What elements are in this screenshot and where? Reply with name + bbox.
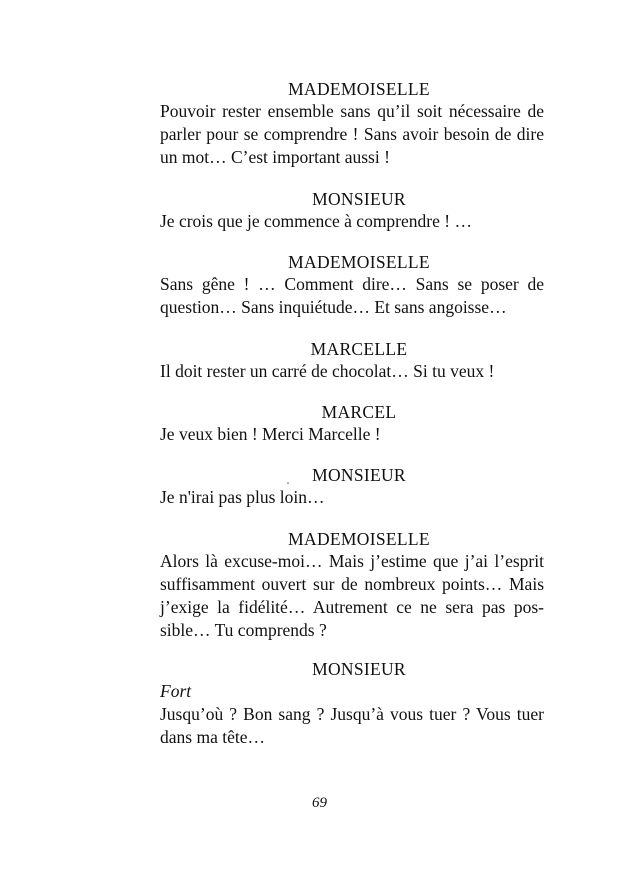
speaker-name: MONSIEUR — [312, 189, 406, 209]
dialogue-line: Il doit rester un carré de chocolat… Si tu veux ! — [160, 361, 495, 381]
dialogue-line: parler pour se comprendre ! Sans avoir besoin de dire — [160, 124, 544, 144]
dialogue-line: Je veux bien ! Merci Marcelle ! — [160, 424, 381, 444]
dialogue-block — [160, 251, 544, 319]
dialogue-line: j’exige la fidélité… Autrement ce ne sera pas pos- — [160, 597, 544, 617]
dialogue-line: Je n'irai pas plus loin… — [160, 487, 325, 507]
speaker-name: MONSIEUR — [312, 465, 406, 485]
dialogue-line: question… Sans inquiétude… Et sans angoisse… — [160, 297, 507, 317]
dialogue-block — [160, 464, 544, 509]
dialogue-line: sible… Tu comprends ? — [160, 620, 327, 640]
dialogue-block — [160, 338, 544, 383]
dialogue-block — [160, 401, 544, 446]
page-number: 69 — [312, 795, 327, 811]
speaker-name: MONSIEUR — [312, 659, 406, 679]
dialogue-line: Jusqu’où ? Bon sang ? Jusqu’à vous tuer ? Vous tuer — [160, 704, 544, 724]
speaker-name: MADEMOISELLE — [288, 252, 430, 272]
stage-direction: Fort — [160, 681, 192, 701]
dialogue-block — [160, 528, 544, 642]
speaker-name: MADEMOISELLE — [288, 529, 430, 549]
dialogue-line: suffisamment ouvert sur de nombreux points… Mais — [160, 574, 544, 594]
dialogue-line: Alors là excuse-moi… Mais j’estime que j’ai l’esprit — [160, 551, 544, 571]
dialogue-line: Je crois que je commence à comprendre ! … — [160, 211, 472, 231]
dialogue-line: un mot… C’est important aussi ! — [160, 147, 390, 167]
print-speck — [287, 482, 289, 484]
dialogue-line: dans ma tête… — [160, 727, 265, 747]
speaker-name: MADEMOISELLE — [288, 79, 430, 99]
dialogue-block — [160, 658, 544, 749]
dialogue-block — [160, 78, 544, 169]
dialogue-line: Sans gêne ! … Comment dire… Sans se poser de — [160, 274, 544, 294]
speaker-name: MARCEL — [321, 402, 397, 422]
dialogue-line: Pouvoir rester ensemble sans qu’il soit nécessaire de — [160, 101, 544, 121]
speaker-name: MARCELLE — [310, 339, 408, 359]
dialogue-block — [160, 188, 544, 233]
